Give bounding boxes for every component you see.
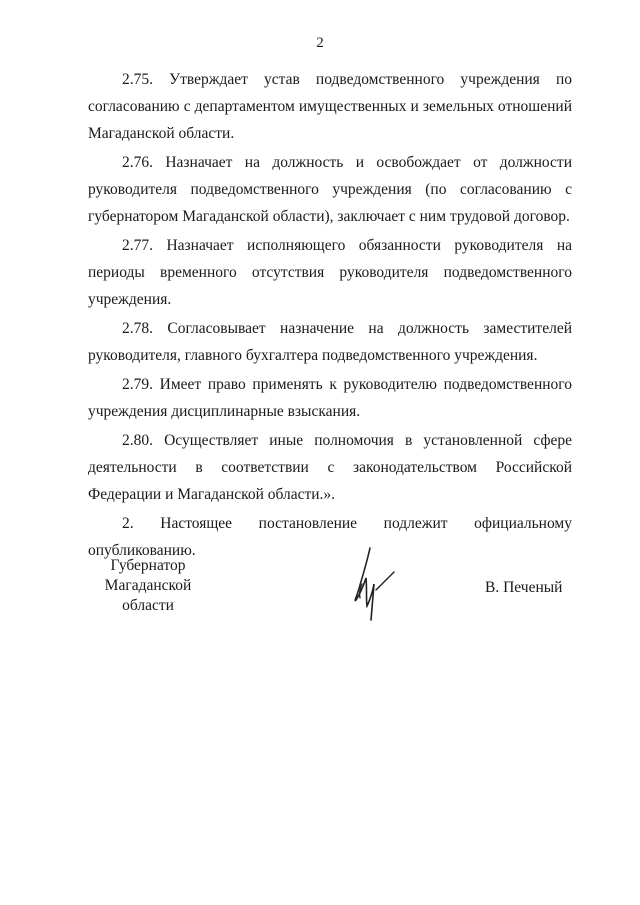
signatory-title-line1: Губернатор	[110, 557, 186, 574]
paragraph-2-76: 2.76. Назначает на должность и освобождает от должности руководителя подведомственного учреждения (по согласованию с губернатором Магаданской области), заключает с ним трудовой договор.	[88, 154, 572, 225]
document-body	[88, 66, 572, 566]
signatory-name: В. Печеный	[485, 579, 563, 596]
paragraph-2-78: 2.78. Согласовывает назначение на должность заместителей руководителя, главного бухгалтера подведомственного учреждения.	[88, 320, 572, 364]
paragraph-2-80: 2.80. Осуществляет иные полномочия в установленной сфере деятельности в соответствии с законодательством Российской Федерации и Магаданской области.».	[88, 432, 572, 503]
paragraph-publication: 2. Настоящее постановление подлежит официальному опубликованию.	[88, 515, 572, 559]
paragraph-2-75: 2.75. Утверждает устав подведомственного учреждения по согласованию с департаментом имущественных и земельных отношений Магаданской области.	[88, 71, 572, 142]
page-number: 2	[316, 35, 324, 51]
paragraph-2-79: 2.79. Имеет право применять к руководителю подведомственного учреждения дисциплинарные взыскания.	[88, 376, 572, 420]
signature-block	[0, 556, 640, 646]
handwritten-signature	[340, 544, 404, 624]
paragraph-2-77: 2.77. Назначает исполняющего обязанности руководителя на периоды временного отсутствия руководителя подведомственного учреждения.	[88, 237, 572, 308]
signatory-title-line2: Магаданской области	[104, 577, 192, 614]
signatory-title	[78, 556, 218, 616]
